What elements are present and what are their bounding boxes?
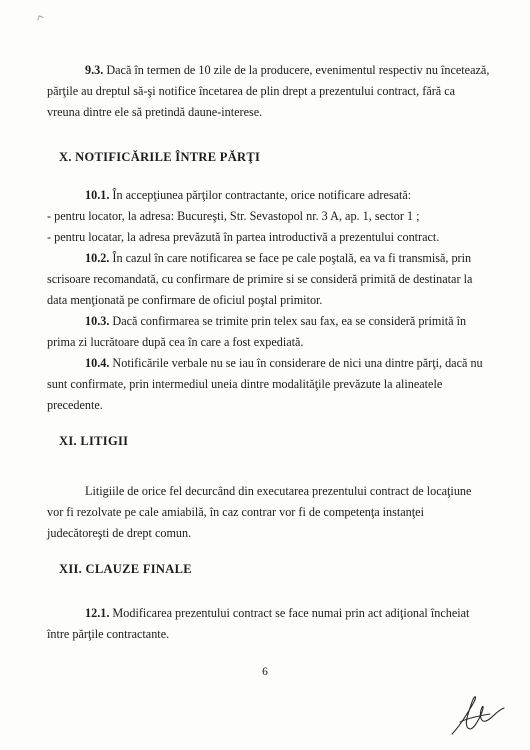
section-heading-clauze-finale: XII. CLAUZE FINALE — [59, 562, 192, 576]
clause-10-3 — [47, 311, 483, 353]
clause-line: prima zi lucrătoare după cea în care a fost expediată. — [47, 335, 304, 349]
clause-number: 9.3. — [85, 63, 104, 77]
clause-line: sunt confirmate, prin intermediul uneia dintre modalităţile prevăzute la alineatele — [47, 377, 443, 391]
clause-line — [47, 603, 483, 624]
clause-line — [47, 185, 483, 206]
litigii-paragraph — [47, 481, 483, 544]
clause-10-2 — [47, 248, 483, 311]
clause-line: data menţionată pe confirmare de oficiul poştal primitor. — [47, 293, 323, 307]
clause-line: precedente. — [47, 398, 103, 412]
clause-text: Modificarea prezentului contract se face numai prin act adiţional încheiat — [112, 606, 470, 620]
clause-line — [47, 60, 490, 81]
scan-mark — [37, 15, 43, 21]
clause-line: scrisoare recomandată, cu confirmare de primire si se consideră primită de destinatar la — [47, 272, 473, 286]
page-number: 6 — [262, 666, 268, 678]
clause-line: între părţile contractante. — [47, 627, 170, 641]
clause-text: Dacă în termen de 10 zile de la producere, evenimentul respectiv nu încetează, — [106, 63, 490, 77]
clause-text: Dacă confirmarea se trimite prin telex sau fax, ea se consideră primită în — [112, 314, 467, 328]
clause-line: părţile au dreptul să-şi notifice încetarea de plin drept a prezentului contract, fără ca — [47, 84, 456, 98]
clause-line — [47, 248, 483, 269]
clause-text: În cazul în care notificarea se face pe cale poştală, ea va fi transmisă, prin — [112, 251, 472, 265]
clause-10-4 — [47, 353, 483, 416]
clause-number: 10.1. — [85, 188, 110, 202]
clause-12-1 — [47, 603, 483, 645]
clause-number: 10.4. — [85, 356, 110, 370]
section-heading-notificari: X. NOTIFICĂRILE ÎNTRE PĂRŢI — [59, 150, 261, 164]
clause-line: - pentru locator, la adresa: Bucureşti, Str. Sevastopol nr. 3 A, ap. 1, sector 1 ; — [47, 209, 420, 223]
clause-9-3 — [47, 60, 490, 123]
clause-10-1 — [47, 185, 483, 248]
paragraph-line: Litigiile de orice fel decurcând din executarea prezentului contract de locaţiune — [85, 484, 472, 498]
clause-number: 10.2. — [85, 251, 110, 265]
paragraph-line: vor fi rezolvate pe cale amiabilă, în caz contrar vor fi de competenţa instanţei — [47, 505, 424, 519]
clause-text: În accepţiunea părţilor contractante, orice notificare adresată: — [112, 188, 412, 202]
signature-image — [448, 688, 508, 738]
section-heading-litigii: XI. LITIGII — [59, 434, 129, 448]
clause-line — [47, 311, 483, 332]
clause-number: 12.1. — [85, 606, 110, 620]
clause-line: - pentru locatar, la adresa prevăzută în partea introductivă a prezentului contract. — [47, 230, 440, 244]
clause-line — [47, 353, 483, 374]
clause-text: Notificările verbale nu se iau în considerare de nici una dintre părţi, dacă nu — [112, 356, 483, 370]
clause-line: vreuna dintre ele să pretindă daune-interese. — [47, 105, 263, 119]
paragraph-line: judecătoreşti de drept comun. — [47, 526, 192, 540]
clause-number: 10.3. — [85, 314, 110, 328]
